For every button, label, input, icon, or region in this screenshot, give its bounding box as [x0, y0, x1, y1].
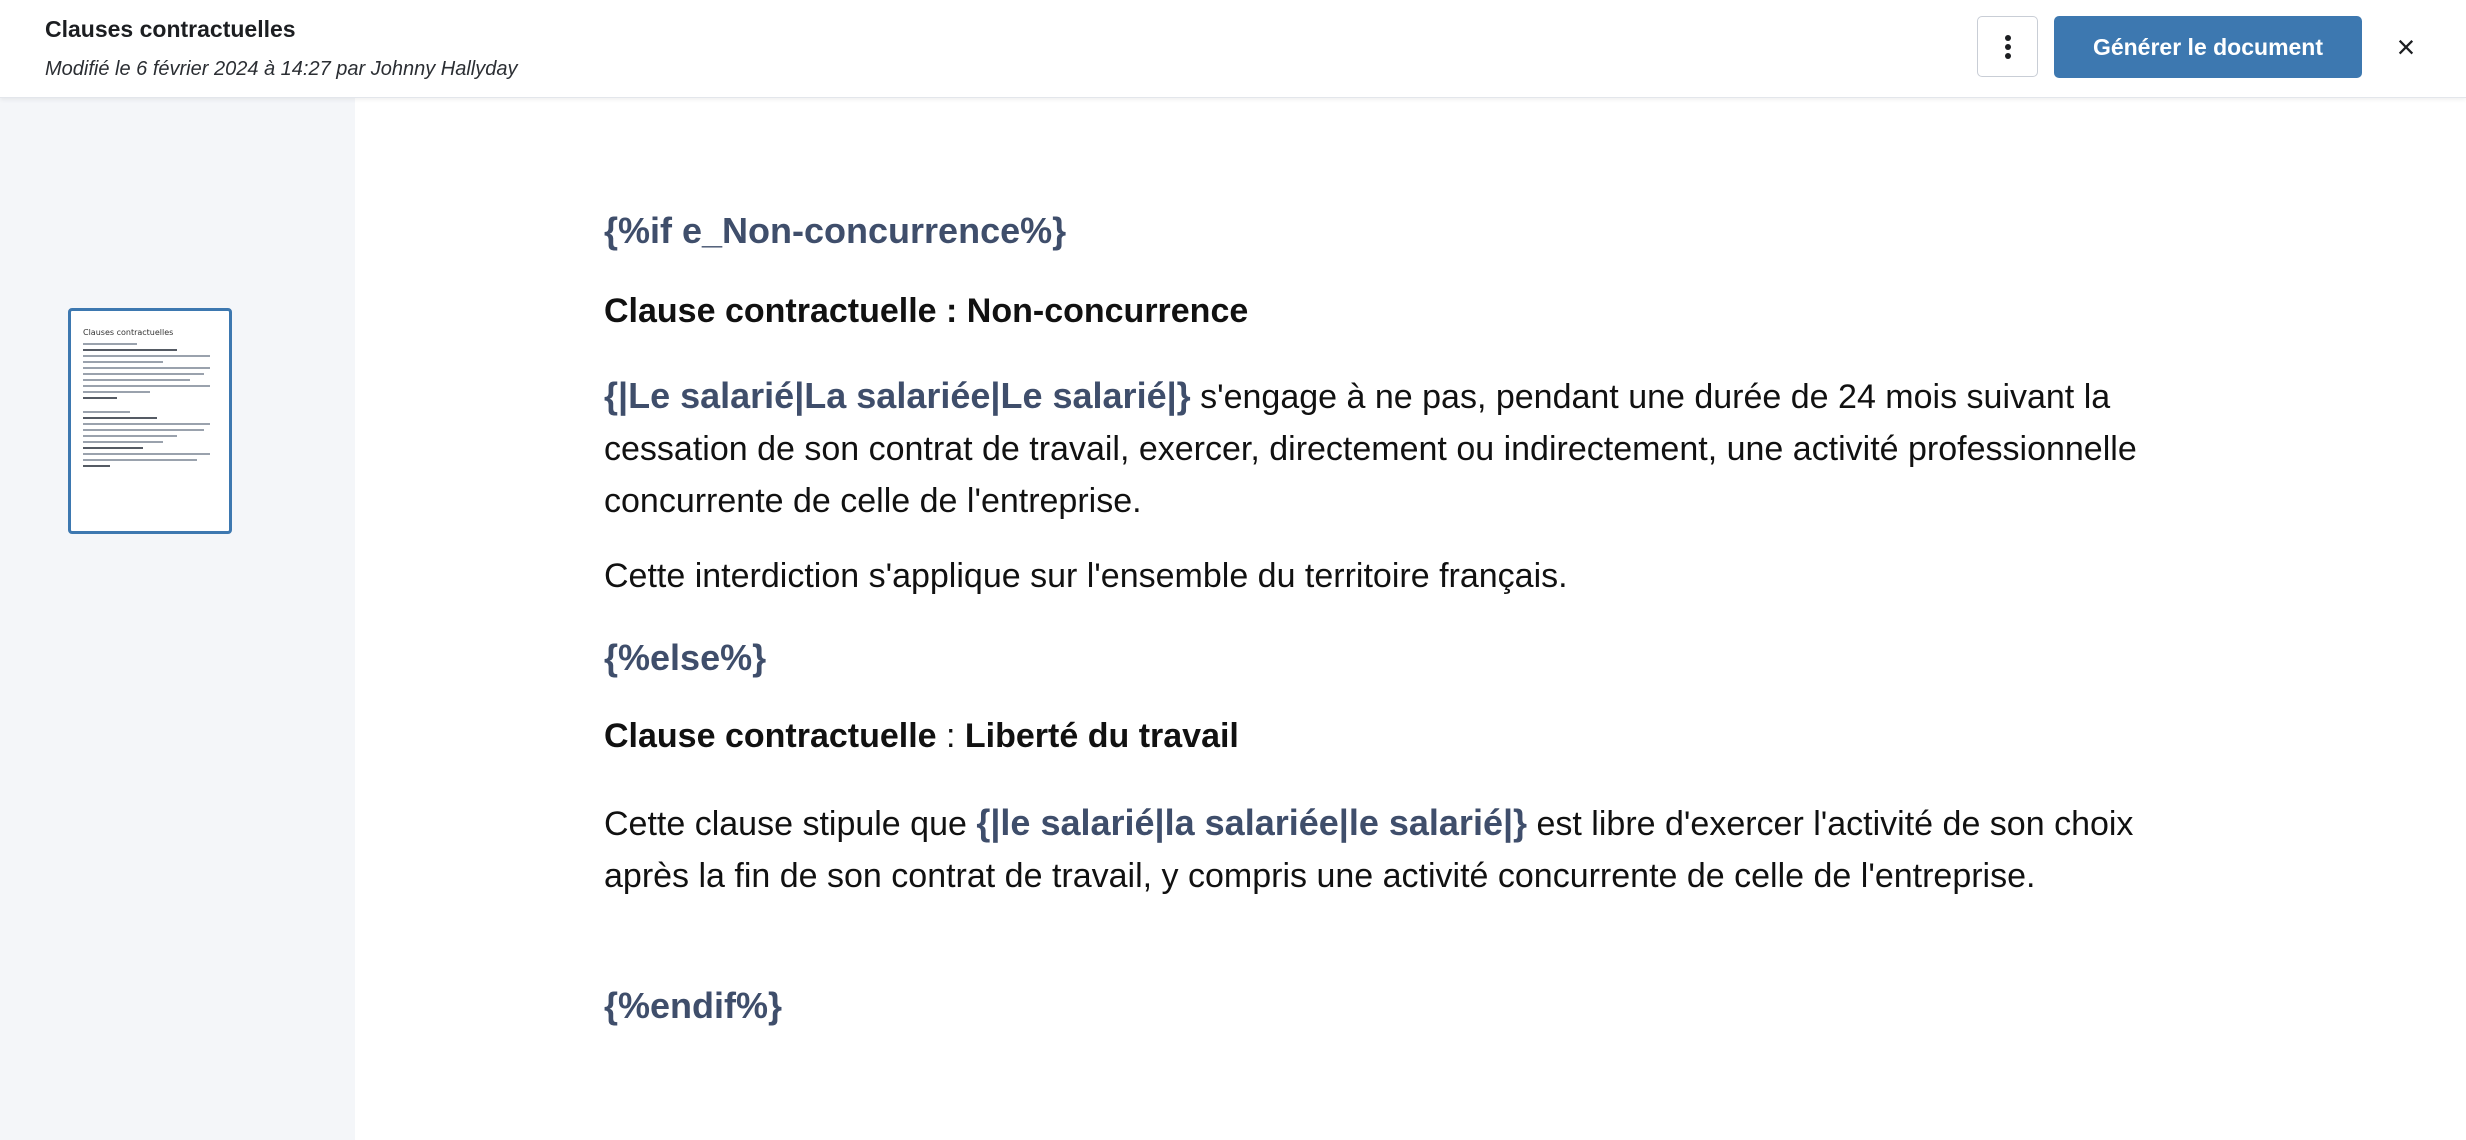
page-thumbnails-sidebar — [0, 98, 355, 1140]
page-thumbnail[interactable] — [68, 308, 232, 534]
more-vertical-icon — [2004, 34, 2012, 60]
clause-heading-non-concurrence: Clause contractuelle : Non-concurrence — [604, 292, 1249, 330]
more-options-button[interactable] — [1977, 16, 2038, 77]
generate-document-button[interactable]: Générer le document — [2054, 16, 2362, 78]
template-variable-salarie-2: {|le salarié|la salariée|le salarié|} — [976, 802, 1528, 843]
close-icon[interactable]: × — [2396, 28, 2416, 65]
document-modified-info: Modifié le 6 février 2024 à 14:27 par Johnny Hallyday — [45, 58, 518, 80]
document-title: Clauses contractuelles — [45, 16, 296, 42]
template-tag-else: {%else%} — [604, 637, 767, 678]
thumbnail-title: Clauses contractuelles — [83, 328, 174, 337]
template-tag-if: {%if e_Non-concurrence%} — [604, 210, 1067, 251]
template-tag-endif: {%endif%} — [604, 985, 783, 1026]
clause-heading-liberte: Clause contractuelle : Liberté du travail — [604, 717, 1239, 755]
top-bar — [0, 0, 2466, 98]
template-variable-salarie: {|Le salarié|La salariée|Le salarié|} — [604, 375, 1191, 416]
clause-paragraph-liberte: Cette clause stipule que {|le salarié|la salariée|le salarié|} est libre d'exercer l'activité de son choix après la fin de son contrat de travail, y compris une activité concurrente de celle de l'entreprise. — [604, 802, 2134, 895]
clause-paragraph-non-concurrence: {|Le salarié|La salariée|Le salarié|} s'engage à ne pas, pendant une durée de 24 mois suivant la cessation de son contrat de travail, exercer, directement ou indirectement, une activité professionnelle concurrente de celle de l'entreprise. — [604, 375, 2137, 520]
clause-paragraph-territory: Cette interdiction s'applique sur l'ensemble du territoire français. — [604, 557, 1568, 595]
